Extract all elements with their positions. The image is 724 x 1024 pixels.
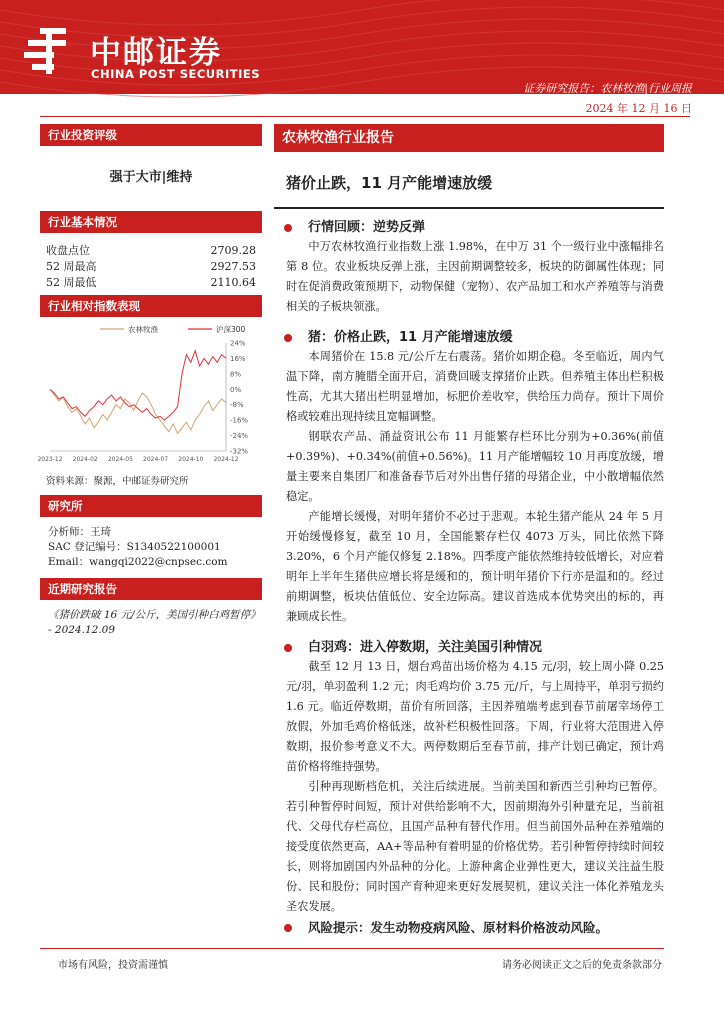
risk-warning <box>274 919 664 937</box>
paragraph: 产能增长缓慢，对明年猪价不必过于悲观。本轮生猪产能从 24 年 5 月开始缓慢修复，截至 10 月，全国能繁存栏仅 4073 万头，同比依然下降 3.20%，6 个月产能仅修复 2.18%。四季度产能依然维持较低增长，对应着明年上半年生猪供应增长将是缓和的，预计明年猪价下行亦是温和的。经过前期调整，板块估值低位、安全边际高。建议首选成本优势突出的标的，再兼顾成长性。 <box>286 510 664 623</box>
y-tick-label: -24% <box>230 432 249 441</box>
paragraph: 本周猪价在 15.8 元/公斤左右震荡。猪价如期企稳。冬至临近，周内气温下降，南方腌腊全面开启，消费回暖支撑猪价止跌。但养殖主体出栏积极性高，尤其大猪出栏明显增加，标肥价差收窄，供给压力尚存。预计下周价格或较难出现持续且宽幅调整。 <box>286 350 664 423</box>
basics-row <box>40 275 262 291</box>
analyst-info <box>40 525 262 570</box>
bullet-icon <box>284 644 292 652</box>
chart-source: 资料来源：聚源，中邮证券研究所 <box>46 476 189 487</box>
section-heading-text: 行情回顾：逆势反弹 <box>308 220 426 235</box>
rating-title: 行业投资评级 <box>40 124 262 146</box>
index-title: 行业相对指数表现 <box>40 295 262 317</box>
analyst-email[interactable]: Email：wangqi2022@cnpsec.com <box>48 556 228 568</box>
header-divider <box>40 116 690 117</box>
x-tick-label: 2024-07 <box>143 456 169 463</box>
analyst-name: 分析师：王琦 <box>48 526 111 538</box>
basics-label: 52 周最低 <box>46 276 97 289</box>
y-tick-label: -32% <box>230 447 249 456</box>
legend-label: 沪深300 <box>216 325 246 334</box>
y-tick-label: 8% <box>230 370 242 379</box>
recent-title: 近期研究报告 <box>40 578 262 600</box>
x-tick-label: 2024-02 <box>72 456 98 463</box>
section-heading <box>274 639 664 657</box>
paragraph: 中万农林牧渔行业指数上涨 1.98%，在中万 31 个一级行业中涨幅排名第 8 位。农业板块反弹上涨，主因前期调整较多，板块的防御属性体现；同时在促消费政策预期下，动物保健（宠物）、农产品加工和水产养殖等与消费相关的子板块领涨。 <box>286 240 664 313</box>
research-title: 研究所 <box>40 495 262 517</box>
x-tick-label: 2023-12 <box>37 456 63 463</box>
y-tick-label: 0% <box>230 385 242 394</box>
y-tick-label: -8% <box>230 401 244 410</box>
bullet-icon <box>284 224 292 232</box>
paragraph: 截至 12 月 13 日，烟台鸡苗出场价格为 4.15 元/羽，较上周小降 0.25 元/羽，单羽盈利 1.2 元；肉毛鸡均价 3.75 元/斤，与上周持平，单羽亏损约 1.6 元。临近停数期，苗价有所回落，主因养殖端考虑到春节前屠宰场停工放假，外加毛鸡价格低迷，故补栏积极性回落。下周，行业将大范围进入停数期，报价参考意义不大。两停数期后至春节前，排产计划已确定，预计鸡苗价格将维持强势。 <box>286 660 664 773</box>
report-type: 农林牧渔行业报告 <box>274 124 664 152</box>
legend-label: 农林牧渔 <box>128 325 158 334</box>
paragraph: 钢联农产品、涌益资讯公布 11 月能繁存栏环比分别为+0.36%(前值+0.39%)、+0.34%(前值+0.56%)。11 月产能增幅较 10 月再度放缓，增量主要来自集团厂和准备春节后对外出售仔猪的母猪企业，中小散增幅依然稳定。 <box>286 430 664 503</box>
x-tick-label: 2024-12 <box>213 456 239 463</box>
main-content <box>274 124 664 937</box>
title-divider <box>274 207 664 209</box>
risk-text: 风险提示：发生动物疫病风险、原材料价格波动风险。 <box>308 920 609 935</box>
basics-value: 2709.28 <box>210 244 256 257</box>
sidebar <box>37 124 262 638</box>
footer-disclaimer: 市场有风险，投资需谨慎 <box>58 960 168 971</box>
x-tick-label: 2024-10 <box>178 456 204 463</box>
basics-label: 收盘点位 <box>46 244 90 257</box>
industry-rating: 强于大市|维持 <box>109 170 193 185</box>
x-tick-label: 2024-05 <box>107 456 133 463</box>
basics-table <box>40 243 262 291</box>
index-chart <box>37 317 262 469</box>
company-name-en: CHINA POST SECURITIES <box>91 67 261 81</box>
paragraph: 引种再现断档危机，关注后续进展。当前美国和新西兰引种均已暂停。若引种暂停时间短，预计对供给影响不大，因前期海外引种量充足，当前祖代、父母代存栏高位，且国产品种有替代作用。但当前国外品种在养殖端的接受度依然更高，AA+等品种有着明显的价格优势。若引种暂停持续时间较长，则将加剧国内外品种的分化。上游种禽企业弹性更大，建议关注益生股份、民和股份；同时国产育种迎来更好发展契机，建议关注一体化养殖龙头圣农发展。 <box>286 780 664 913</box>
index-chart-svg <box>37 317 262 469</box>
analyst-sac: SAC 登记编号：S1340522100001 <box>48 541 221 553</box>
bullet-icon <box>284 924 292 932</box>
footer-divider <box>40 948 664 949</box>
basics-label: 52 周最高 <box>46 260 97 273</box>
recent-report-link[interactable]: 《猪价跌破 16 元/公斤，美国引种白鸡暂停》 - 2024.12.09 <box>48 609 261 636</box>
company-name-cn: 中邮证券 <box>90 35 222 71</box>
y-tick-label: 16% <box>230 354 246 363</box>
section-heading-text: 猪：价格止跌，11 月产能增速放缓 <box>308 330 513 345</box>
company-logo-icon <box>24 26 70 76</box>
basics-value: 2927.53 <box>210 260 256 273</box>
report-category: 证券研究报告：农林牧渔|行业周报 <box>523 82 692 95</box>
section-heading-text: 白羽鸡：进入停数期，关注美国引种情况 <box>308 640 543 655</box>
basics-row <box>40 259 262 275</box>
basics-title: 行业基本情况 <box>40 211 262 233</box>
report-date: 2024 年 12 月 16 日 <box>585 102 692 115</box>
y-tick-label: 24% <box>230 339 246 348</box>
footer-terms: 请务必阅读正文之后的免责条款部分 <box>502 960 662 971</box>
section-heading <box>274 329 664 347</box>
series-line <box>50 389 226 433</box>
bullet-icon <box>284 334 292 342</box>
header-banner <box>0 0 724 94</box>
basics-row <box>40 243 262 259</box>
report-title: 猪价止跌，11 月产能增速放缓 <box>286 174 493 192</box>
y-tick-label: -16% <box>230 416 249 425</box>
section-heading <box>274 219 664 237</box>
series-line <box>50 351 226 420</box>
basics-value: 2110.64 <box>210 276 256 289</box>
